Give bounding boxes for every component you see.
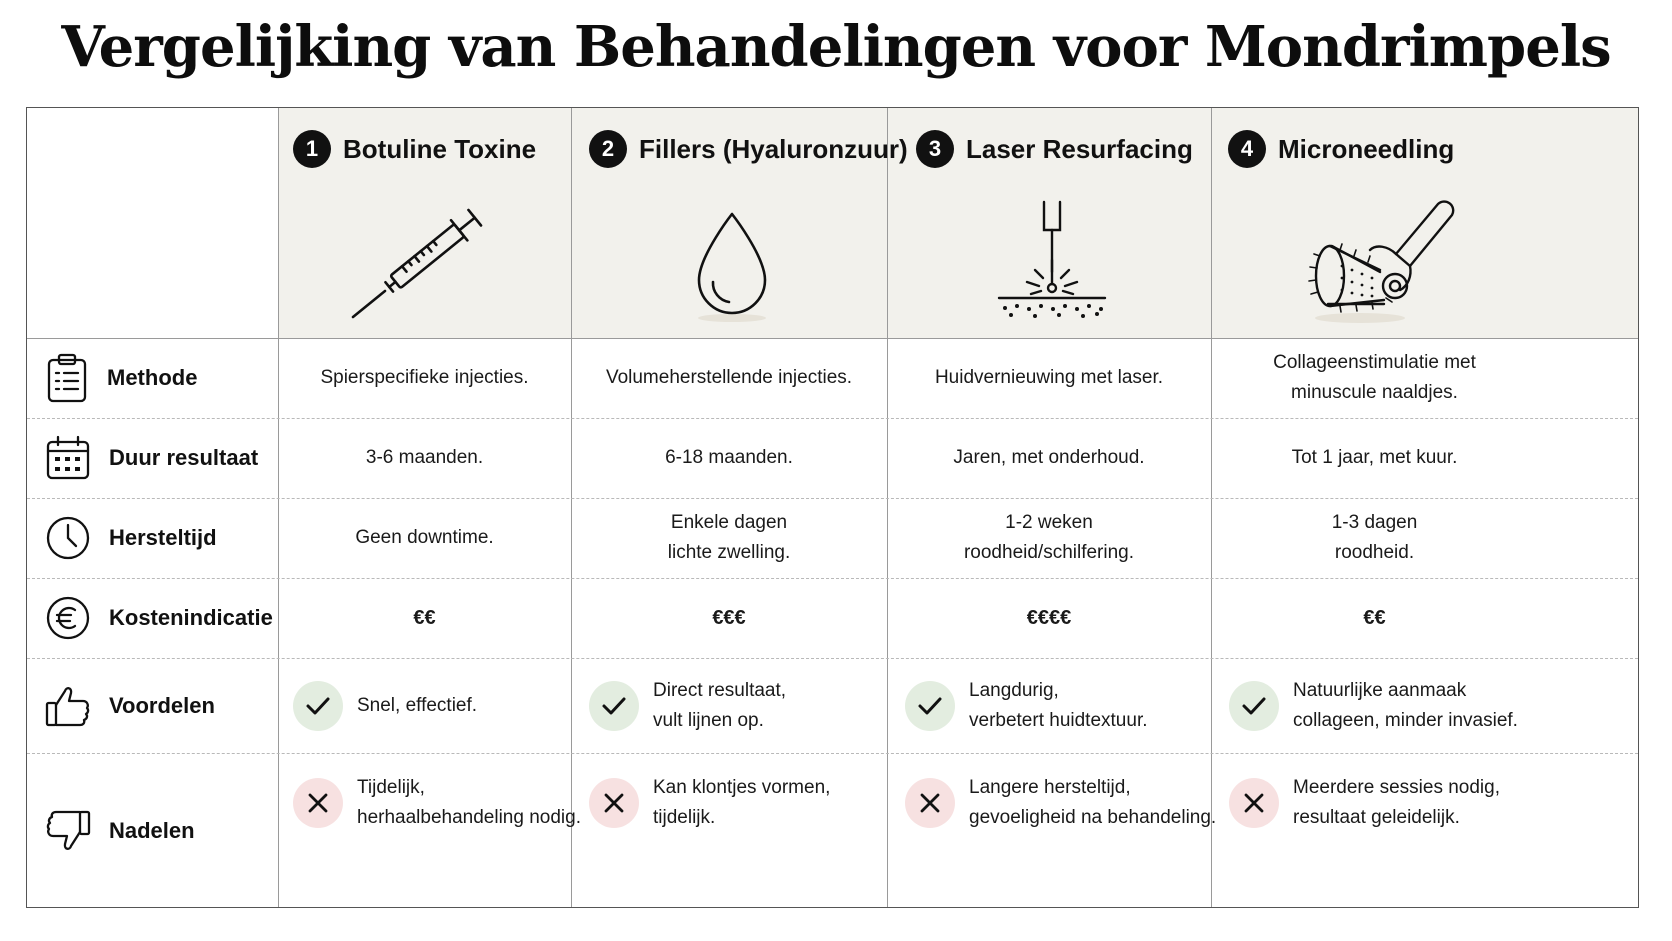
row-label-methode [45, 338, 197, 418]
number-badge: 2 [589, 130, 627, 168]
herstel-cell [571, 498, 887, 578]
calendar-icon [45, 435, 91, 481]
nadelen-text: Meerdere sessies nodig, resultaat geleidelijk. [1293, 777, 1500, 828]
number-badge: 1 [293, 130, 331, 168]
row-label-voordelen [45, 658, 215, 753]
methode-cell [571, 338, 887, 418]
kosten-text: €€€ [712, 607, 746, 629]
voordelen-cell [905, 658, 1148, 753]
herstel-text: 1-2 weken roodheid/schilfering. [963, 512, 1135, 563]
check-icon [1229, 681, 1279, 731]
herstel-cell [278, 498, 571, 578]
column-header-fillers [589, 130, 908, 168]
voordelen-cell [1229, 658, 1518, 753]
kosten-cell [571, 578, 887, 658]
nadelen-text: Langere hersteltijd, gevoeligheid na behandeling. [969, 777, 1217, 828]
duur-text: Tot 1 jaar, met kuur. [1291, 447, 1458, 468]
methode-text: Collageenstimulatie met minuscule naaldjes. [1273, 352, 1476, 403]
nadelen-text: Kan klontjes vormen, tijdelijk. [653, 777, 831, 828]
page-title: Vergelijking van Behandelingen voor Mondrimpels [61, 14, 1611, 80]
derma-roller-icon [1300, 186, 1460, 326]
herstel-text: 1-3 dagen roodheid. [1331, 512, 1418, 563]
row-label-kosten [45, 578, 273, 658]
kosten-text: €€ [1363, 607, 1386, 629]
clipboard-icon [45, 353, 89, 403]
column-header-botox [293, 130, 536, 168]
column-header-laser [916, 130, 1193, 168]
duur-text: 3-6 maanden. [365, 447, 484, 468]
check-icon [589, 681, 639, 731]
treatment-name: Botuline Toxine [343, 133, 537, 164]
row-label-text: Kostenindicatie [109, 605, 273, 630]
column-header-microneedling [1228, 130, 1454, 168]
duur-text: 6-18 maanden. [665, 447, 793, 468]
kosten-cell [887, 578, 1211, 658]
number-badge: 3 [916, 130, 954, 168]
cross-icon [1229, 778, 1279, 828]
check-icon [905, 681, 955, 731]
number-badge: 4 [1228, 130, 1266, 168]
laser-icon [987, 198, 1117, 323]
kosten-text: €€ [413, 607, 436, 629]
row-label-text: Voordelen [109, 692, 215, 718]
syringe-icon [347, 183, 502, 323]
methode-cell [1211, 338, 1538, 418]
methode-text: Spierspecifieke injecties. [320, 367, 529, 388]
droplet-icon [687, 208, 777, 323]
herstel-cell [887, 498, 1211, 578]
row-label-text: Nadelen [109, 817, 195, 843]
cross-icon [293, 778, 343, 828]
cross-icon [905, 778, 955, 828]
voordelen-cell [589, 658, 786, 753]
voordelen-text: Snel, effectief. [357, 694, 478, 716]
duur-cell [1211, 418, 1538, 498]
row-label-duur [45, 418, 258, 498]
clock-icon [45, 515, 91, 561]
herstel-cell [1211, 498, 1538, 578]
check-icon [293, 681, 343, 731]
kosten-text: €€€€ [1026, 607, 1072, 629]
duur-cell [278, 418, 571, 498]
duur-cell [887, 418, 1211, 498]
thumbs-up-icon [45, 683, 91, 729]
duur-text: Jaren, met onderhoud. [953, 447, 1145, 468]
nadelen-cell [589, 753, 830, 853]
voordelen-text: Direct resultaat, vult lijnen op. [653, 679, 787, 731]
nadelen-cell [905, 753, 1216, 853]
duur-cell [571, 418, 887, 498]
row-label-nadelen [45, 753, 195, 908]
methode-text: Huidvernieuwing met laser. [934, 367, 1164, 388]
methode-text: Volumeherstellende injecties. [605, 367, 853, 388]
comparison-table [26, 107, 1639, 908]
methode-cell [278, 338, 571, 418]
nadelen-text: Tijdelijk, herhaalbehandeling nodig. [357, 777, 581, 828]
herstel-text: Geen downtime. [355, 527, 494, 548]
cross-icon [589, 778, 639, 828]
row-label-text: Methode [107, 365, 198, 390]
row-label-text: Duur resultaat [109, 445, 259, 470]
nadelen-cell [1229, 753, 1500, 853]
voordelen-text: Natuurlijke aanmaak collageen, minder invasief. [1293, 679, 1518, 731]
herstel-text: Enkele dagen lichte zwelling. [667, 512, 791, 563]
treatment-name: Laser Resurfacing [966, 133, 1193, 164]
voordelen-text: Langdurig, verbetert huidtextuur. [969, 679, 1148, 731]
row-label-text: Hersteltijd [109, 525, 217, 550]
methode-cell [887, 338, 1211, 418]
nadelen-cell [293, 753, 581, 853]
thumbs-down-icon [45, 808, 91, 854]
kosten-cell [1211, 578, 1538, 658]
row-label-herstel [45, 498, 217, 578]
treatment-name: Microneedling [1278, 133, 1455, 164]
voordelen-cell [293, 658, 477, 753]
euro-icon [45, 595, 91, 641]
kosten-cell [278, 578, 571, 658]
treatment-name: Fillers (Hyaluronzuur) [639, 133, 908, 164]
